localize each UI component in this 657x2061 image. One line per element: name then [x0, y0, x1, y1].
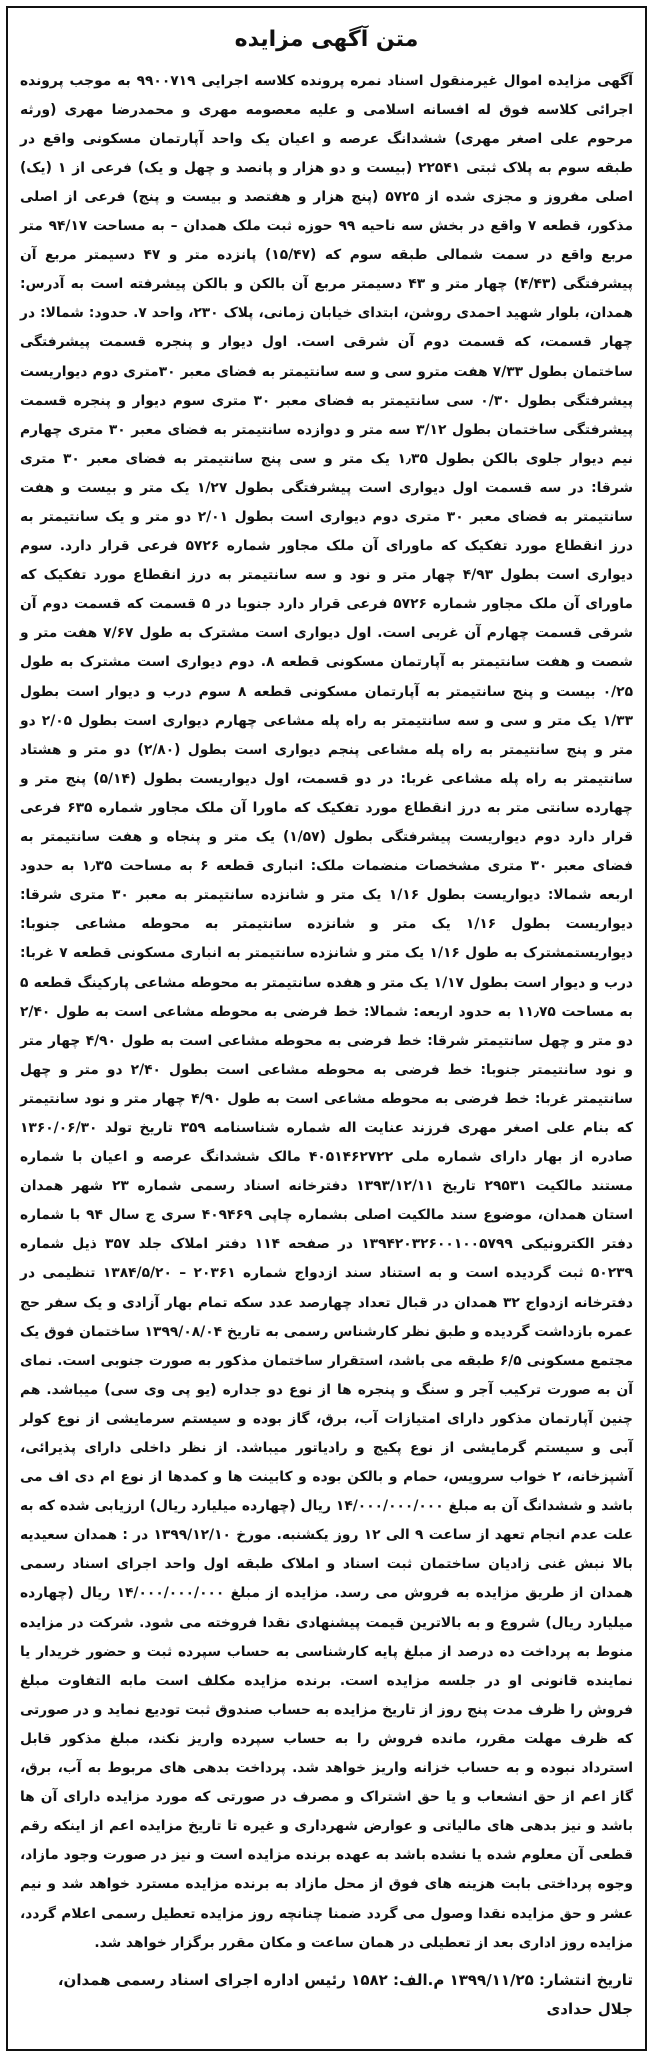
publication-info: تاریخ انتشار: ۱۳۹۹/۱۱/۲۵ م.الف: ۱۵۸۲ رئیس اداره اجرای اسناد رسمی همدان، — [57, 1970, 633, 1989]
auction-notice — [6, 6, 647, 2051]
signatory-name: جلال حدادی — [546, 1999, 633, 2018]
notice-body: آگهی مزایده اموال غیرمنقول اسناد نمره پرونده کلاسه اجرایی ۹۹۰۰۷۱۹ به موجب پرونده اجرائی کلاسه فوق له افسانه اسلامی و علیه معصومه مهری و محمدرضا مهری (ورثه مرحوم علی اصغر مهری) ششدانگ عرصه و اعیان یک واحد آپارتمان مسکونی واقع در طبقه سوم به پلاک ثبتی ۲۲۵۴۱ (بیست و دو هزار و پانصد و چهل و یک) فرعی از ۱ (یک) اصلی مفروز و مجزی شده از ۵۷۲۵ (پنج هزار و هفتصد و بیست و پنج) فرعی از اصلی مذکور، قطعه ۷ واقع در بخش سه ناحیه ۹۹ حوزه ثبت ملک همدان – به مساحت ۹۴/۱۷ متر مربع واقع در سمت شمالی طبقه سوم که (۱۵/۴۷) پانزده متر و ۴۷ دسیمتر مربع آن پیشرفتگی (۴/۴۳) چهار متر و ۴۳ دسیمتر مربع آن بالکن و بالکن پیشرفته است به آدرس: همدان، بلوار شهید احمدی روشن، ابتدای خیابان زمانی، پلاک ۲۳۰، واحد ۷. حدود: شمالا: در چهار قسمت، که قسمت دوم آن شرقی است. اول دیوار و پنجره قسمت پیشرفتگی ساختمان بطول ۷/۳۳ هفت مترو سی و سه سانتیمتر به فضای معبر ۳۰متری دوم دیواریست پیشرفتگی بطول ۰/۳۰ سی سانتیمتر به فضای معبر ۳۰ متری سوم دیوار و پنجره قسمت پیشرفتگی ساختمان بطول ۳/۱۲ سه متر و دوازده سانتیمتر به فضای معبر ۳۰ متری چهارم نیم دیوار جلوی بالکن بطول ۱٫۳۵ یک متر و سی پنج سانتیمتر به فضای معبر ۳۰ متری شرقا: در سه قسمت اول دیواری است پیشرفتگی بطول ۱/۲۷ یک متر و بیست و هفت سانتیمتر به فضای معبر ۳۰ متری دوم دیواری است بطول ۲/۰۱ دو متر و یک سانتیمتر به درز انقطاع مورد تفکیک که ماورای آن ملک مجاور شماره ۵۷۲۶ فرعی قرار دارد. سوم دیواری است بطول ۴/۹۳ چهار متر و نود و سه سانتیمتر به درز انقطاع مورد تفکیک که ماورای آن ملک مجاور شماره ۵۷۲۶ فرعی قرار دارد جنوبا در ۵ قسمت که قسمت دوم آن شرقی قسمت چهارم آن غربی است. اول دیواری است مشترک به طول ۷/۶۷ هفت متر و شصت و هفت سانتیمتر به آپارتمان مسکونی قطعه ۸. دوم دیواری است مشترک به طول ۰/۲۵ بیست و پنج سانتیمتر به آپارتمان مسکونی قطعه ۸ سوم درب و دیوار است بطول ۱/۳۳ یک متر و سی و سه سانتیمتر به راه پله مشاعی چهارم دیواری است بطول ۲/۰۵ دو متر و پنج سانتیمتر به راه پله مشاعی پنجم دیواری است بطول (۲/۸۰) دو متر و هشتاد سانتیمتر به راه پله مشاعی غربا: در دو قسمت، اول دیواریست بطول (۵/۱۴) پنج متر و چهارده سانتی متر به درز انقطاع مورد تفکیک که ماورا آن ملک مجاور شماره ۶۳۵ فرعی قرار دارد دوم دیواریست پیشرفتگی بطول (۱/۵۷) یک متر و پنجاه و هفت سانتیمتر به فضای معبر ۳۰ متری مشخصات منضمات ملک: انباری قطعه ۶ به مساحت ۱٫۳۵ به حدود اربعه شمالا: دیواریست بطول ۱/۱۶ یک متر و شانزده سانتیمتر به معبر ۳۰ متری شرقا: دیواریست بطول ۱/۱۶ یک متر و شانزده سانتیمتر به محوطه مشاعی جنوبا: دیواریستمشترک به طول ۱/۱۶ یک متر و شانزده سانتیمتر به انباری مسکونی قطعه ۷ غربا: درب و دیوار است بطول ۱/۱۷ یک متر و هفده سانتیمتر به محوطه مشاعی پارکینگ قطعه ۵ به مساحت ۱۱٫۷۵ به حدود اربعه: شمالا: خط فرضی به محوطه مشاعی است به طول ۲/۴۰ دو متر و چهل سانتیمتر شرقا: خط فرضی به محوطه مشاعی است به طول ۴/۹۰ چهار متر و نود سانتیمتر جنوبا: خط فرضی به محوطه مشاعی است بطول ۲/۴۰ دو متر و چهل سانتیمتر غربا: خط فرضی به محوطه مشاعی است به طول ۴/۹۰ چهار متر و نود سانتیمتر که بنام علی اصغر مهری فرزند عنایت اله شماره شناسنامه ۳۵۹ تاریخ تولد ۱۳۶۰/۰۶/۳۰ صادره از بهار دارای شماره ملی ۴۰۵۱۴۶۲۷۲۲ مالک ششدانگ عرصه و اعیان با شماره مستند مالکیت ۲۹۵۳۱ تاریخ ۱۳۹۳/۱۲/۱۱ دفترخانه اسناد رسمی شماره ۲۳ شهر همدان استان همدان، موضوع سند مالکیت اصلی بشماره چاپی ۴۰۹۴۶۹ سری ج سال ۹۴ با شماره دفتر الکترونیکی ۱۳۹۴۲۰۳۲۶۰۰۱۰۰۵۷۹۹ در صفحه ۱۱۴ دفتر املاک جلد ۳۵۷ ذیل شماره ۵۰۲۳۹ ثبت گردیده است و به استناد سند ازدواج شماره ۲۰۳۶۱ – ۱۳۸۴/۵/۲۰ تنظیمی در دفترخانه ازدواج ۳۲ همدان در قبال تعداد چهارصد عدد سکه تمام بهار آزادی و یک سفر حج عمره بازداشت گردیده و طبق نظر کارشناس رسمی به تاریخ ۱۳۹۹/۰۸/۰۴ ساختمان فوق یک مجتمع مسکونی ۶/۵ طبقه می باشد، استقرار ساختمان مذکور به صورت جنوبی است. نمای آن به صورت ترکیب آجر و سنگ و پنجره ها از نوع دو جداره (یو پی وی سی) میباشد. هم چنین آپارتمان مذکور دارای امتیازات آب، برق، گاز بوده و سیستم سرمایشی از نوع کولر آبی و سیستم گرمایشی از نوع پکیج و رادیاتور میباشد. از نظر داخلی دارای پذیرائی، آشپزخانه، ۲ خواب سرویس، حمام و بالکن بوده و کابینت ها و کمدها از نوع ام دی اف می باشد و ششدانگ آن به مبلغ ۱۴/۰۰۰/۰۰۰/۰۰۰ ریال (چهارده میلیارد ریال) ارزیابی شده که به علت عدم انجام تعهد از ساعت ۹ الی ۱۲ روز یکشنبه. مورخ ۱۳۹۹/۱۲/۱۰ در : همدان سعیدیه بالا نبش غنی زادیان ساختمان ثبت اسناد و املاک طبقه اول واحد اجرای اسناد رسمی همدان از طریق مزایده به فروش می رسد. مزایده از مبلغ ۱۴/۰۰۰/۰۰۰/۰۰۰ ریال (چهارده میلیارد ریال) شروع و به بالاترین قیمت پیشنهادی نقدا فروخته می شود. شرکت در مزایده منوط به پرداخت ده درصد از مبلغ پایه کارشناسی به حساب سپرده ثبت و حضور خریدار یا نماینده قانونی او در جلسه مزایده است. برنده مزایده مکلف است مابه التفاوت مبلغ فروش را ظرف مدت پنج روز از تاریخ مزایده به حساب صندوق ثبت توديع نمايد و در صورتی که ظرف مهلت مقرر، مانده فروش را به حساب سپرده واریز نکند، مبلغ مذکور قابل استرداد نبوده و به حساب خزانه واریز خواهد شد. پرداخت بدهی های مربوط به آب، برق، گاز اعم از حق انشعاب و یا حق اشتراک و مصرف در صورتی که مورد مزایده دارای آن ها باشد و نیز بدهی های مالیاتی و عوارض شهرداری و غیره تا تاریخ مزایده اعم از اینکه رقم قطعی آن معلوم شده یا نشده باشد به عهده برنده مزایده است و نیز در صورت وجود مازاد، وجوه پرداختی بابت هزینه های فوق از محل مازاد به برنده مزایده مسترد خواهد شد و نیم عشر و حق مزایده نقدا وصول می گردد ضمنا چنانچه روز مزایده تعطیل رسمی اعلام گردد، مزایده روز اداری بعد از تعطیلی در همان ساعت و مکان مقرر برگزار خواهد شد. — [20, 72, 634, 1951]
notice-title: متن آگهی مزایده — [234, 27, 419, 52]
notice-footer — [20, 1966, 633, 2024]
